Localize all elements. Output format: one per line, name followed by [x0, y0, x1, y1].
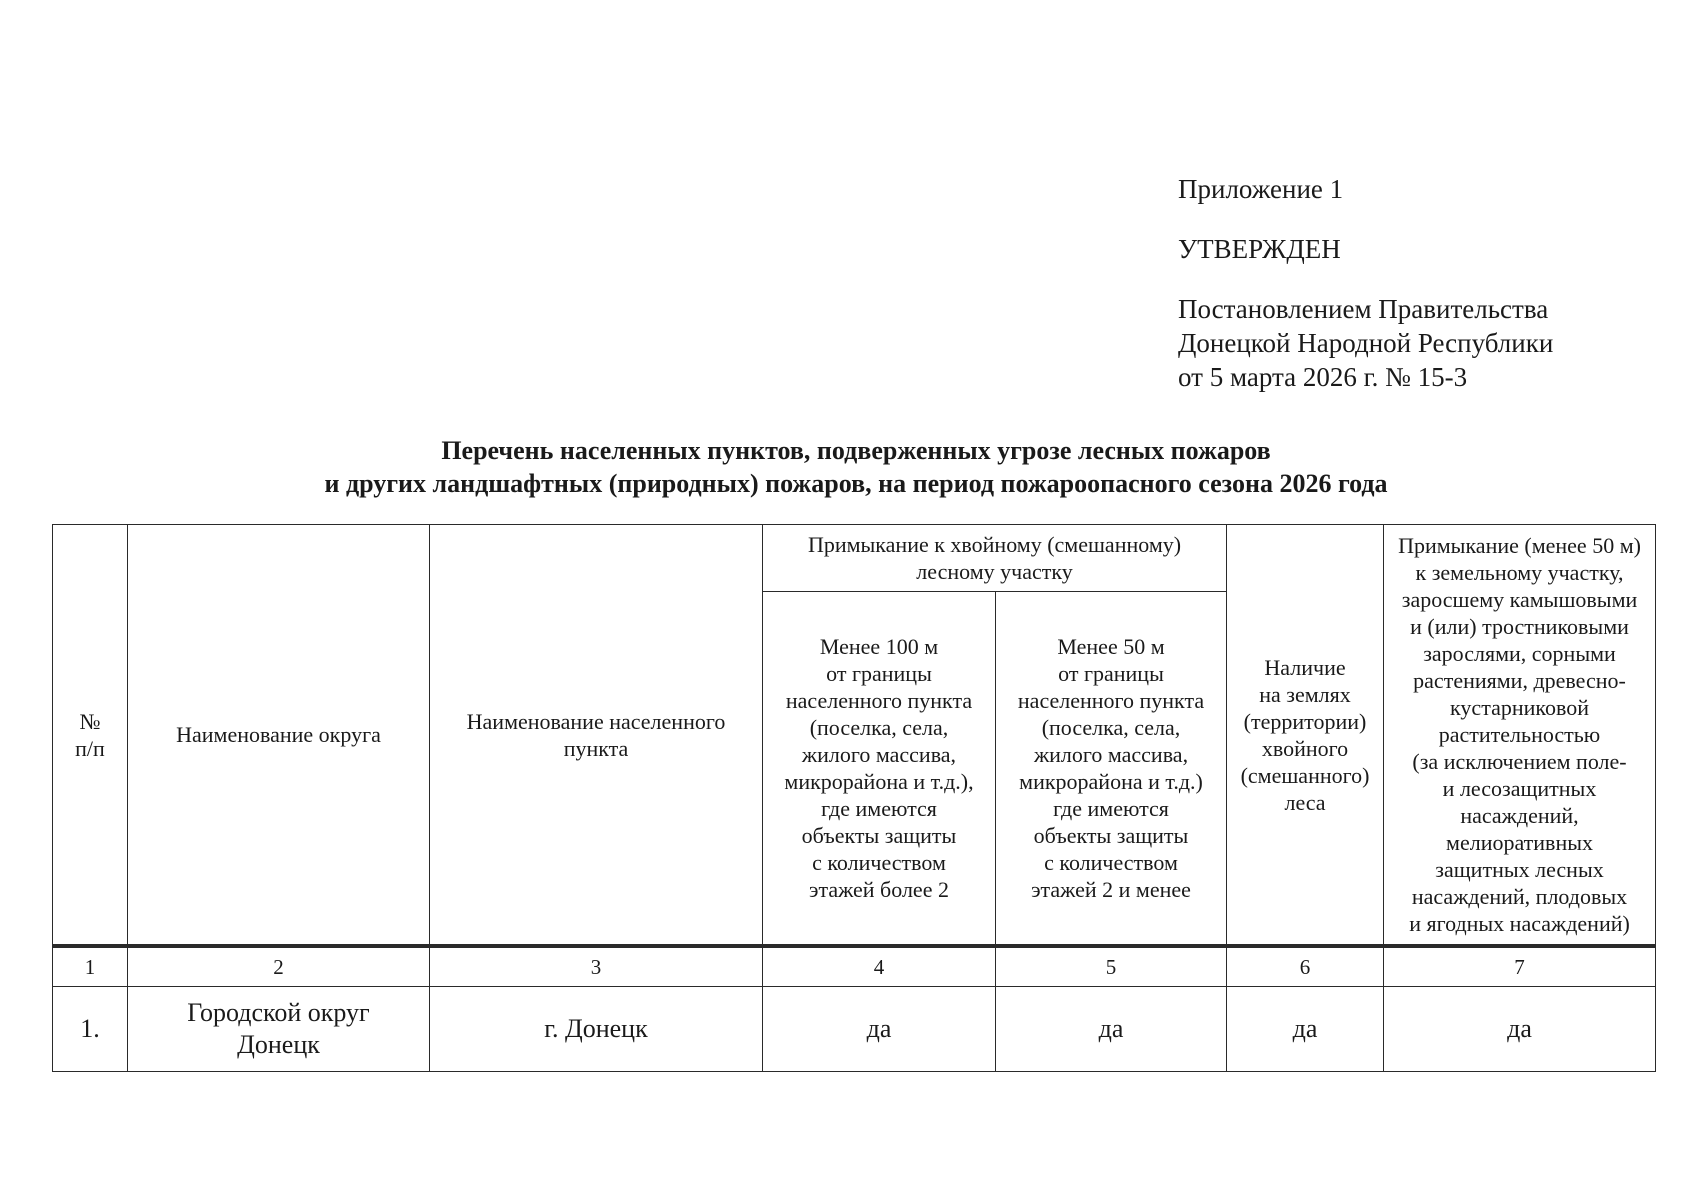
document-title: [0, 434, 1697, 500]
row-num: 1.: [53, 987, 128, 1072]
row-reeds: да: [1384, 987, 1656, 1072]
column-number: 4: [763, 946, 996, 987]
row-settlement: г. Донецк: [430, 987, 763, 1072]
header-less-100m: Менее 100 м от границы населенного пункта (поселка, села, жилого массива, микрорайона и т.д.), где имеются объекты защиты с количеством этажей более 2: [763, 592, 996, 947]
appendix-label: Приложение 1: [1178, 174, 1344, 204]
approval-line-3: от 5 марта 2026 г. № 15-3: [1178, 362, 1468, 392]
row-less-50m: да: [996, 987, 1227, 1072]
column-number-row: [53, 946, 1656, 987]
header-forest: Наличие на землях (территории) хвойного (смешанного) леса: [1227, 525, 1384, 947]
header-settlement: Наименование населенного пункта: [430, 525, 763, 947]
header-adjacency-group: Примыкание к хвойному (смешанному) лесному участку: [763, 525, 1227, 592]
settlements-table: [52, 524, 1656, 1072]
column-number: 6: [1227, 946, 1384, 987]
title-line-1: Перечень населенных пунктов, подверженных угрозе лесных пожаров: [441, 436, 1271, 465]
column-number: 5: [996, 946, 1227, 987]
column-number: 7: [1384, 946, 1656, 987]
header-num: № п/п: [53, 525, 128, 947]
approval-block: [1178, 172, 1553, 394]
column-number: 1: [53, 946, 128, 987]
header-reeds: Примыкание (менее 50 м) к земельному участку, заросшему камышовыми и (или) тростниковыми зарослями, сорными растениями, древесно- кустарниковой растительностью (за исключением поле- и лесозащитных насаждений, мелиоративных защитных лесных насаждений, плодовых и ягодных насаждений): [1384, 525, 1656, 947]
approved-label: УТВЕРЖДЕН: [1178, 234, 1341, 264]
header-district: Наименование округа: [128, 525, 430, 947]
approval-line-1: Постановлением Правительства: [1178, 294, 1549, 324]
header-row-top: [53, 525, 1656, 592]
title-line-2: и других ландшафтных (природных) пожаров, на период пожароопасного сезона 2026 года: [324, 469, 1388, 498]
row-less-100m: да: [763, 987, 996, 1072]
row-forest: да: [1227, 987, 1384, 1072]
table-row: [53, 987, 1656, 1072]
header-less-50m: Менее 50 м от границы населенного пункта (поселка, села, жилого массива, микрорайона и т.д.) где имеются объекты защиты с количеством этажей 2 и менее: [996, 592, 1227, 947]
column-number: 3: [430, 946, 763, 987]
row-district: Городской округ Донецк: [128, 987, 430, 1072]
column-number: 2: [128, 946, 430, 987]
approval-line-2: Донецкой Народной Республики: [1178, 328, 1554, 358]
